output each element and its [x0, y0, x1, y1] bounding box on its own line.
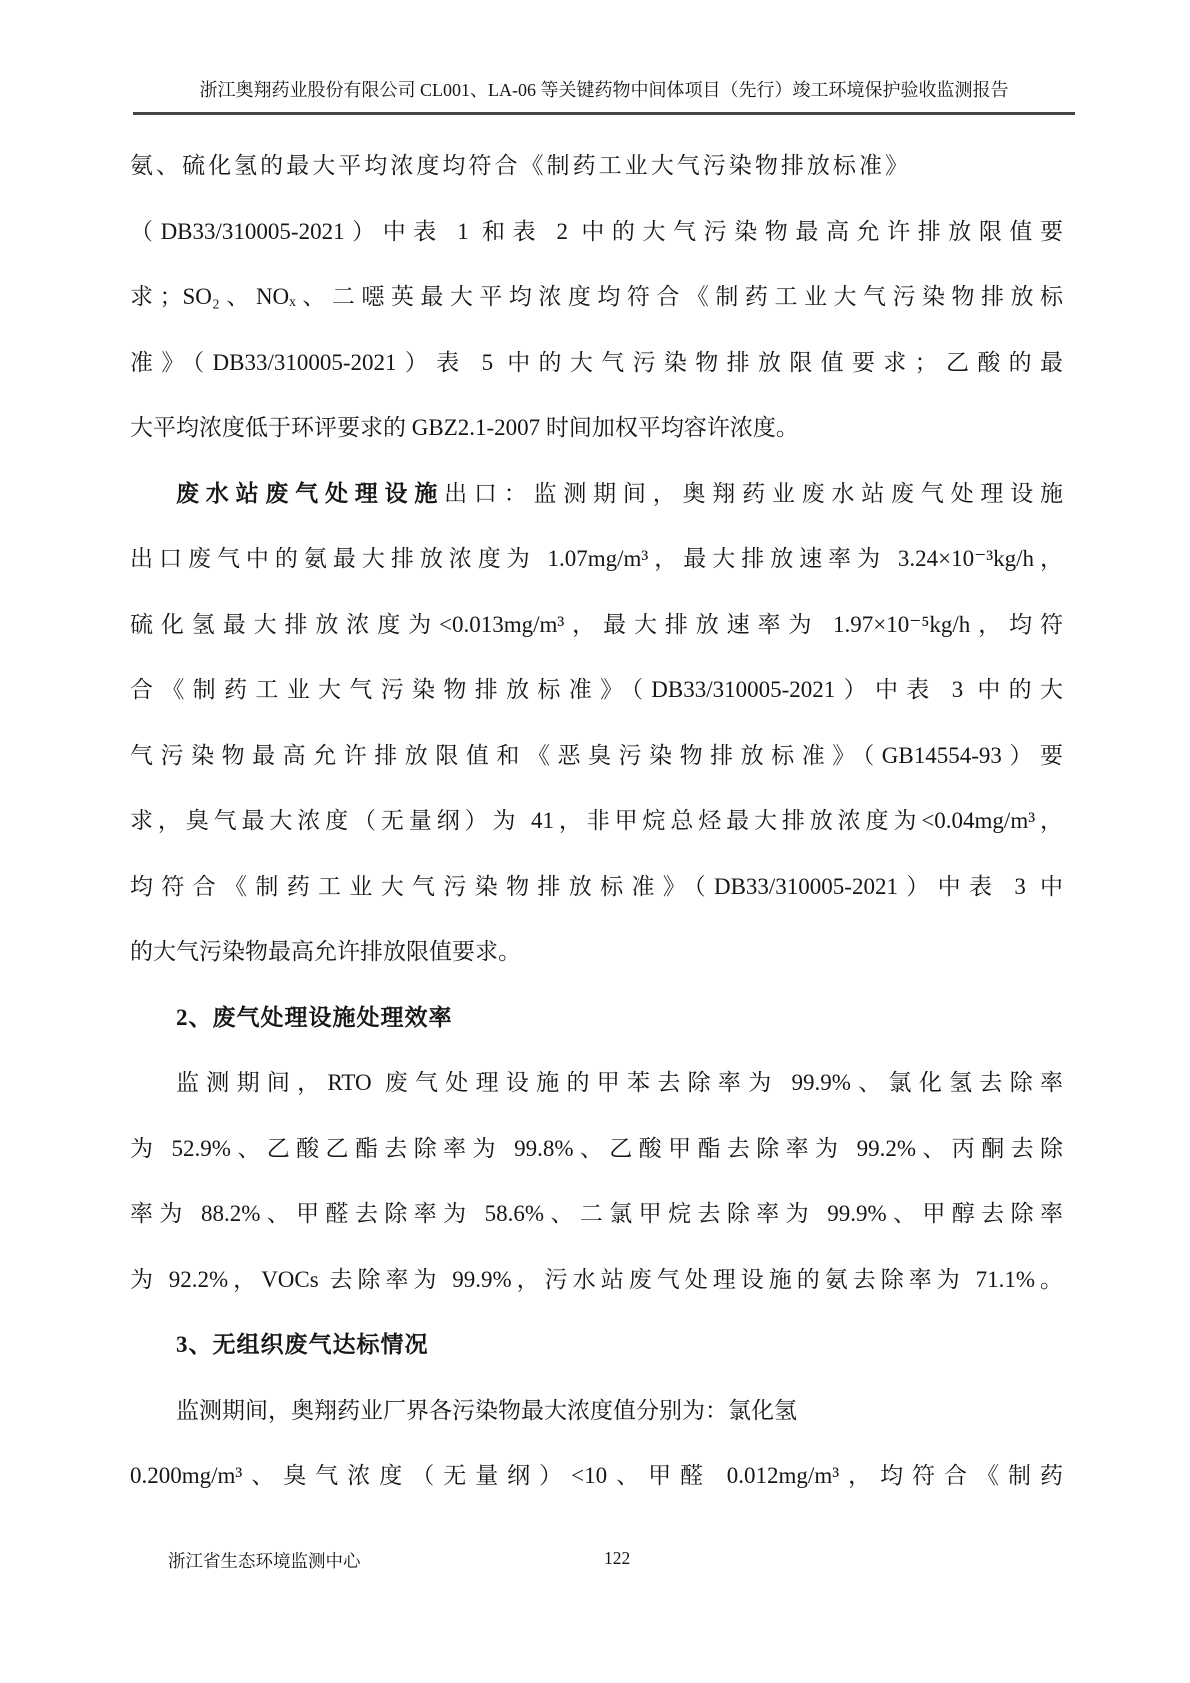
page-header — [133, 76, 1075, 115]
body-line: 的大气污染物最高允许排放限值要求。 — [130, 939, 521, 964]
body-line: 0.200mg/m³、臭气浓度（无量纲）<10、甲醛 0.012mg/m³，均符合《制药 — [130, 1463, 1063, 1488]
body-line-text: 出口：监测期间，奥翔药业废水站废气处理设施 — [444, 480, 1064, 506]
body-line: 大平均浓度低于环评要求的 GBZ2.1-2007 时间加权平均容许浓度。 — [130, 415, 799, 440]
body-line — [130, 479, 1063, 509]
section-heading-3: 3、无组织废气达标情况 — [176, 1332, 429, 1357]
section-heading-2: 2、废气处理设施处理效率 — [176, 1004, 453, 1030]
body-line: 合《制药工业大气污染物排放标准》（DB33/310005-2021）中表 3 中的大 — [130, 677, 1063, 702]
body-line: 出口废气中的氨最大排放浓度为 1.07mg/m³，最大排放速率为 3.24×10⁻³kg/h， — [130, 546, 1063, 571]
body-line: 为 52.9%、乙酸乙酯去除率为 99.8%、乙酸甲酯去除率为 99.2%、丙酮去除 — [130, 1135, 1063, 1161]
report-header-title: 浙江奥翔药业股份有限公司 CL001、LA-06 等关键药物中间体项目（先行）竣工环境保护验收监测报告 — [199, 80, 1009, 100]
page-number: 122 — [604, 1548, 631, 1568]
body-line: 求，臭气最大浓度（无量纲）为 41，非甲烷总烃最大排放浓度为<0.04mg/m³， — [130, 808, 1063, 833]
body-line: （DB33/310005-2021）中表 1 和表 2 中的大气污染物最高允许排放限值要 — [130, 218, 1063, 244]
body-line: 准》（DB33/310005-2021）表 5 中的大气污染物排放限值要求；乙酸的最 — [130, 349, 1063, 375]
footer-organization: 浙江省生态环境监测中心 — [168, 1551, 361, 1571]
bold-lead-text: 废水站废气处理设施 — [176, 480, 445, 506]
body-line: 监测期间，RTO 废气处理设施的甲苯去除率为 99.9%、氯化氢去除率 — [176, 1070, 1063, 1095]
body-line: 气污染物最高允许排放限值和《恶臭污染物排放标准》（GB14554-93）要 — [130, 742, 1063, 768]
body-line: 为 92.2%，VOCs 去除率为 99.9%，污水站废气处理设施的氨去除率为 71.1%。 — [130, 1266, 1063, 1292]
body-line: 硫化氢最大排放浓度为<0.013mg/m³，最大排放速率为 1.97×10⁻⁵kg/h，均符 — [130, 611, 1063, 637]
body-line: 监测期间，奥翔药业厂界各污染物最大浓度值分别为：氯化氢 — [176, 1397, 797, 1423]
page-footer — [0, 1548, 1190, 1578]
body-line: 均符合《制药工业大气污染物排放标准》（DB33/310005-2021）中表 3 中 — [130, 873, 1063, 899]
body-line: 氨、硫化氢的最大平均浓度均符合《制药工业大气污染物排放标准》 — [130, 153, 908, 178]
body-line: 求；SO₂、NOₓ、二噁英最大平均浓度均符合《制药工业大气污染物排放标 — [130, 284, 1063, 309]
page-body — [130, 151, 1063, 1527]
body-line: 率为 88.2%、甲醛去除率为 58.6%、二氯甲烷去除率为 99.9%、甲醇去除率 — [130, 1201, 1063, 1226]
